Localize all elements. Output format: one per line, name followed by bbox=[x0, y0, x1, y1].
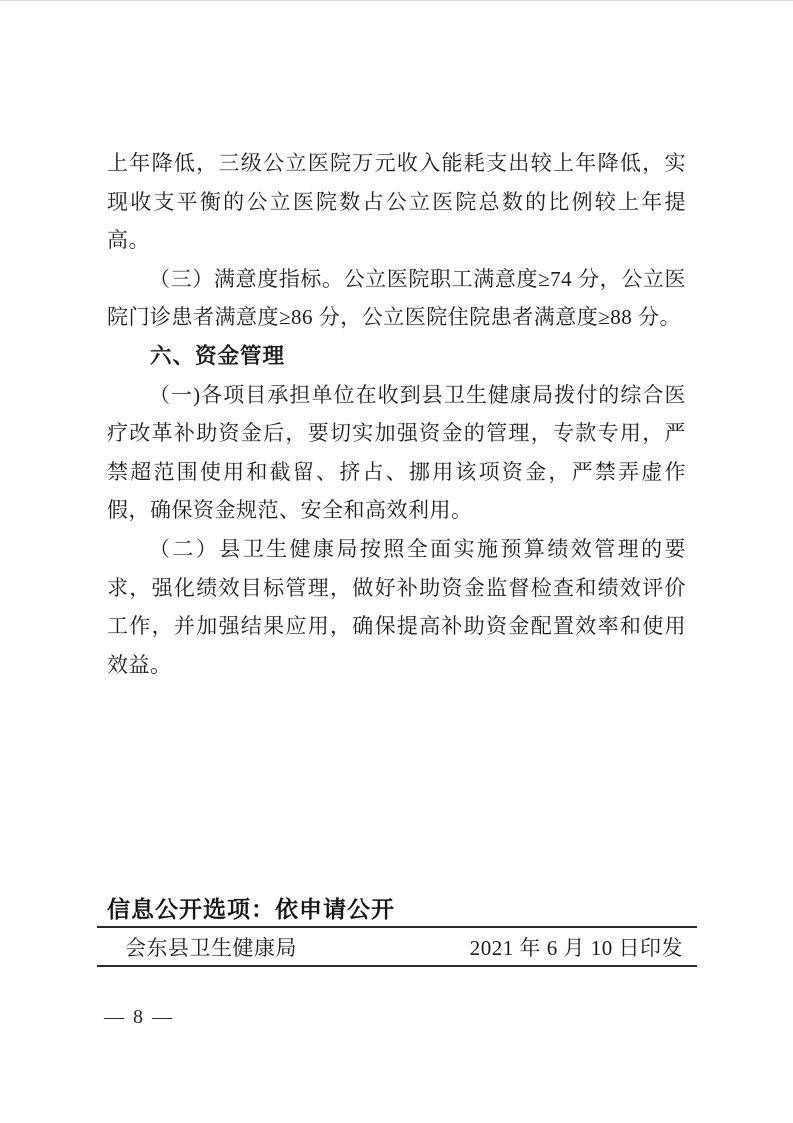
footer-rule-bottom bbox=[97, 965, 697, 967]
footer-rule-top bbox=[97, 926, 697, 928]
document-body bbox=[107, 144, 686, 684]
paragraph-fund-management-1: （一)各项目承担单位在收到县卫生健康局拨付的综合医疗改革补助资金后，要切实加强资金的管理，专款专用，严禁超范围使用和截留、挤占、挪用该项资金，严禁弄虚作假，确保资金规范、安全和高效利用。 bbox=[107, 382, 686, 523]
disclosure-option-line: 信息公开选项：依申请公开 bbox=[107, 896, 395, 922]
issuing-organization: 会东县卫生健康局 bbox=[125, 936, 297, 960]
paragraph-satisfaction-metrics: （三）满意度指标。公立医院职工满意度≥74 分，公立医院门诊患者满意度≥86 分，公立医院住院患者满意度≥88 分。 bbox=[107, 266, 686, 330]
paragraph-continuation: 上年降低，三级公立医院万元收入能耗支出较上年降低，实现收支平衡的公立医院数占公立医院总数的比例较上年提高。 bbox=[107, 151, 686, 253]
page-number: — 8 — bbox=[104, 1006, 174, 1028]
print-date: 2021 年 6 月 10 日印发 bbox=[469, 936, 683, 960]
paragraph-fund-management-2: （二）县卫生健康局按照全面实施预算绩效管理的要求，强化绩效目标管理，做好补助资金监督检查和绩效评价工作，并加强结果应用，确保提高补助资金配置效率和使用效益。 bbox=[107, 536, 686, 677]
section-heading-fund-management: 六、资金管理 bbox=[150, 343, 286, 368]
colophon-row bbox=[97, 935, 697, 962]
